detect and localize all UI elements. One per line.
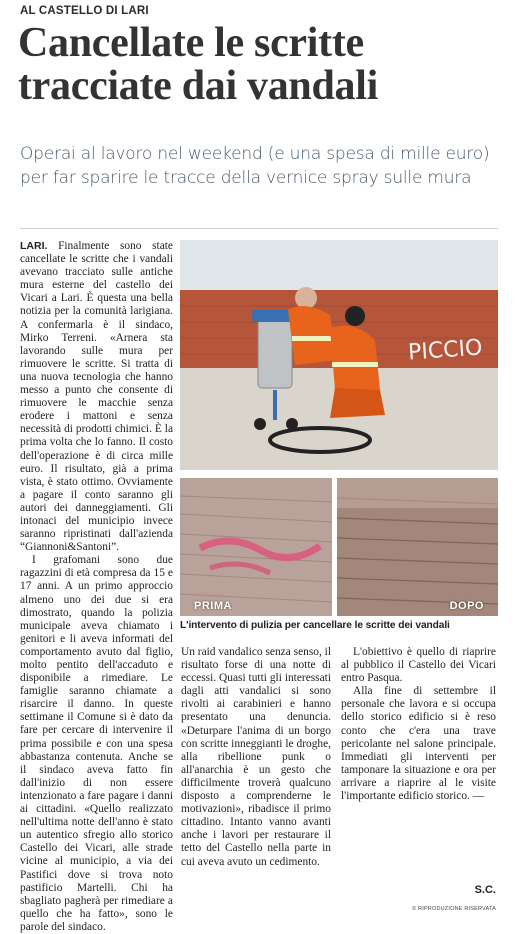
article-column-3 — [341, 646, 496, 914]
subheadline: Operai al lavoro nel weekend (e una spesa di mille euro) per far sparire le tracce della vernice spray sulle mura — [20, 144, 490, 188]
author-signature: S.C. — [474, 884, 496, 896]
article-paragraph-3: Un raid vandalico senza senso, il risultato forse di una notte di eccessi. Quasi tutti gli interessati dagli atti vandalici si sono rivolti ai carabinieri e hanno presentato una denuncia. «Deturpare l'anima di un borgo con scritte inneggianti le droghe, alla ribellione punk o all'anarchia è un gesto che difficilmente troverà qualcuno disposto a comprenderne le motivazioni», ribadisce il primo cittadino. Intanto vanno avanti anche i lavori per restaurare il tetto del Castello nella parte in cui aveva avuto un cedimento. — [181, 646, 331, 868]
article-paragraph-4: L'obiettivo è quello di riaprire al pubblico il Castello dei Vicari entro Pasqua. — [341, 646, 496, 685]
article-paragraph-5: Alla fine di settembre il personale che lavora e si occupa dello storico edificio si è reso conto che c'era una trave pericolante nel salone principale. Immediati gli interventi per tamponare la situazione e ora per arrivare a riaprire al le visite l'importante edificio storico. — — [341, 685, 496, 803]
before-label: PRIMA — [194, 600, 232, 612]
photo-caption: L'intervento di pulizia per cancellare le scritte dei vandali — [180, 620, 450, 631]
article-paragraph-1: LARI. Finalmente sono state cancellate le scritte che i vandali avevano tracciato sulle antiche mura esterne del castello dei Vicari a Lari. È questa una bella notizia per la comunità larigiana. A confermarla è il sindaco, Mirko Terreni. «Arnera sta lavorando sulle mura per rimuovere le scritte. Si tratta di una nuova tecnologia che hanno messo a punto che consente di rimuovere le macchie senza erodere i mattoni e senza necessità di prodotti chimici. È la prima volta che lo fanno. Il costo dell'operazione è di circa mille euro. Il risultato, già a prima vista, è stato ottimo. Ovviamente a pagare il conto saranno gli autori dei danneggiamenti. Gli intonaci del municipio invece saranno ripristinati dall'azienda “Giannoni&Santoni”. — [20, 240, 173, 554]
headline: Cancellate le scritte tracciate dai vandali — [18, 20, 378, 109]
after-label: DOPO — [449, 600, 484, 612]
divider — [20, 228, 498, 229]
article-paragraph-2: I grafomani sono due ragazzini di età compresa da 15 e 17 anni. A un primo approccio almeno uno dei due si era dimostrato, quando la polizia municipale aveva chiamato i genitori e li aveva informati del comportamento avuto dal figlio, molto pentito dell'accaduto e disponibile a rimediare. Le famiglie saranno chiamate a risarcire il danno. In queste settimane il Comune si è dato da fare per cercare di intervenire il prima possibile e con una spesa abbastanza contenuta. Anche se il sindaco aveva fatto fin dall'inizio di non essere intenzionato a fare pagare i danni ai cittadini. «Quello realizzato nell'ultima notte dell'anno è stato un autentico sfregio allo storico Castello dei Vicari, alle strade vicine al municipio, a via dei Pastifici dove si trova noto pastificio Martelli. Chi ha sbagliato pagherà per rimediare a quello che ha fatto», sono le parole del sindaco. — [20, 554, 173, 933]
dateline: LARI. — [20, 240, 48, 252]
article-column-1 — [20, 240, 173, 933]
copyright-notice: © RIPRODUZIONE RISERVATA — [412, 906, 496, 912]
before-photo — [180, 478, 332, 616]
article-column-2 — [181, 646, 331, 914]
graffiti-text: PICCIO — [407, 335, 484, 366]
section-kicker: AL CASTELLO DI LARI — [20, 5, 149, 17]
main-photo-workers — [180, 240, 498, 470]
after-photo — [337, 478, 498, 616]
